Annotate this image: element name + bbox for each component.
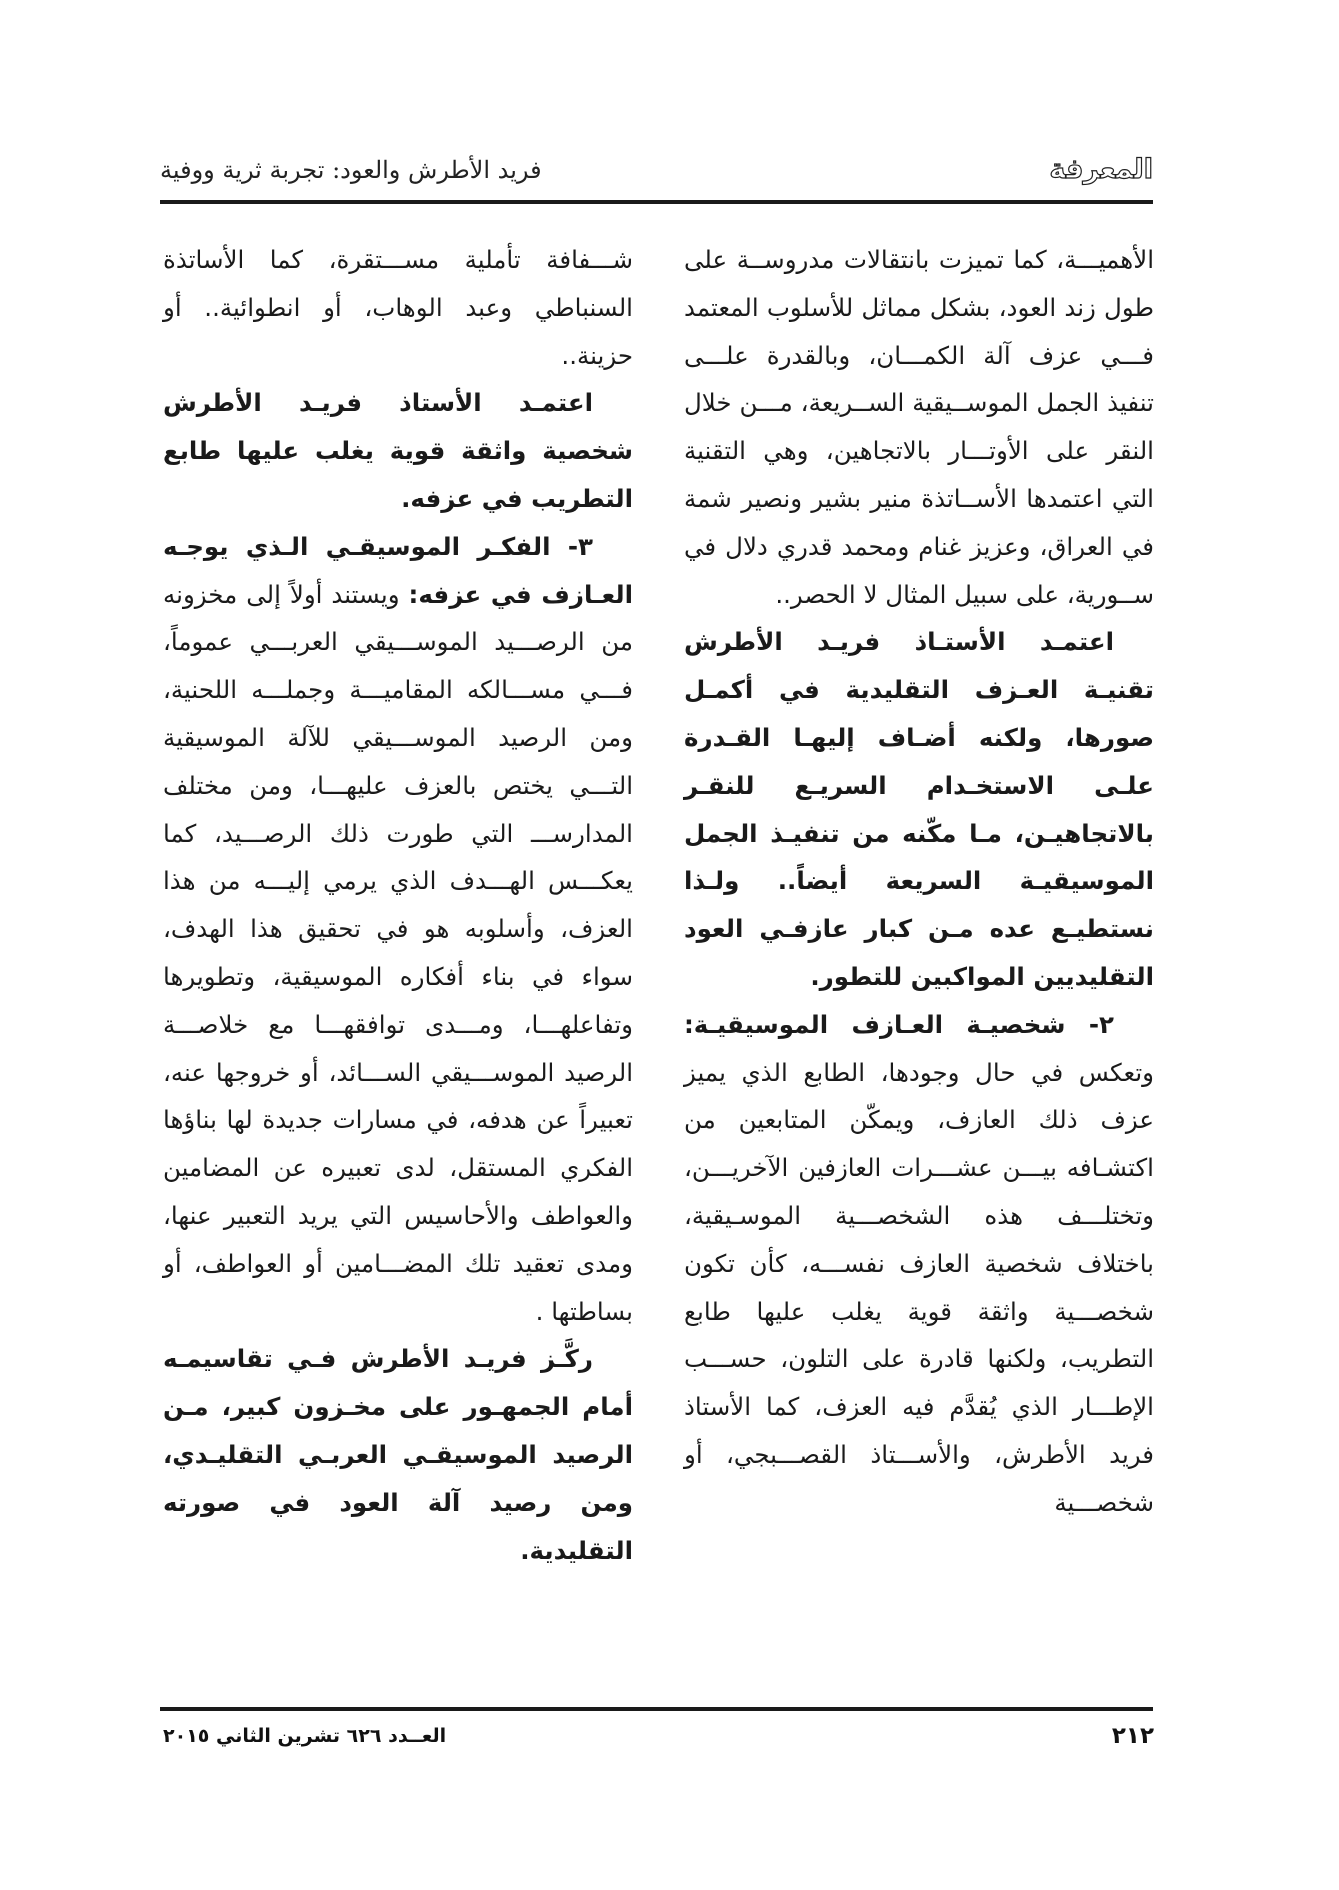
left-paragraph-3 [163,523,633,1336]
page-header [160,150,1153,196]
header-rule [160,200,1153,204]
left-paragraph-2: اعتمـد الأستاذ فريـد الأطرش شخصية واثقة قوية يغلب عليها طابع التطريب في عزفه. [163,388,633,513]
magazine-logo: المعرفة [1049,154,1153,185]
left-paragraph-4: ركَّـز فريـد الأطرش فـي تقاسيمـه أمام الجمهـور على مخـزون كبير، مـن الرصيد الموسيقـي العربـي التقليـدي، ومن رصيد آلة العود في صورته التقليدية. [163,1344,633,1565]
footer-rule [160,1707,1153,1711]
issue-info: العــدد ٦٢٦ تشرين الثاني ٢٠١٥ [163,1725,447,1747]
right-paragraph-1: الأهميـــة، كما تميزت بانتقالات مدروســة على طول زند العود، بشكل مماثل للأسلوب المعتمد فـــي عزف آلة الكمـــان، وبالقدرة علـــى تنفيذ الجمل الموســيقية الســريعة، مـــن خلال النقر على الأوتـــار بالاتجاهين، وهي التقنية التي اعتمدها الأســاتذة منير بشير ونصير شمة في العراق، وعزيز غنام ومحمد قدري دلال في ســورية، على سبيل المثال لا الحصر.. [684,245,1154,609]
right-paragraph-2: اعتمـد الأستـاذ فريـد الأطرش تقنيـة العـزف التقليدية في أكمـل صورها، ولكنه أضـاف إليهـا القـدرة علـى الاستخـدام السريـع للنقـر بالاتجاهيـن، مـا مكّنه من تنفيـذ الجمل الموسيقيـة السريعة أيضاً.. ولـذا نستطيـع عده مـن كبار عازفـي العود التقليديين المواكبين للتطور. [684,627,1154,991]
running-title: فريد الأطرش والعود: تجربة ثرية ووفية [160,156,542,184]
left-paragraph-1: شـــفافة تأملية مســـتقرة، كما الأساتذة السنباطي وعبد الوهاب، أو انطوائية.. أو حزينة.. [163,245,633,370]
section-body-3: ويستند أولاً إلى مخزونه من الرصـــيد الموســـيقي العربـــي عموماً، فـــي مســـالكه المقاميـــة وجملـــه اللحنية، ومن الرصيد الموســـيقي للآلة الموسيقية التـــي يختص بالعزف عليهـــا، ومن مختلف المدارســـ التي طورت ذلك الرصـــيد، كما يعكـــس الهـــدف الذي يرمي إليـــه من هذا العزف، وأسلوبه هو في تحقيق هذا الهدف، سواء في بناء أفكاره الموسيقية، وتطويرها وتفاعلهـــا، ومـــدى توافقهـــا مع خلاصـــة الرصيد الموســـيقي الســـائد، أو خروجها عنه، تعبيراً عن هدفه، في مسارات جديدة لها بناؤها الفكري المستقل، لدى تعبيره عن المضامين والعواطف والأحاسيس التي يريد التعبير عنها، ومدى تعقيد تلك المضـــامين أو العواطف، أو بساطتها . [163,579,633,1326]
page-number: ٢١٢ [1111,1723,1154,1749]
left-column [163,236,633,1574]
section-body-2: وتعكس في حال وجودها، الطابع الذي يميز عزف ذلك العازف، ويمكّن المتابعين من اكتشـافه بيـــن عشـــرات العازفين الآخريـــن، وتختلـــف هذه الشخصـــية الموسـيقية، باختلاف شخصية العازف نفســـه، كأن تكون شخصـــية واثقة قوية يغلب عليها طابع التطريب، ولكنها قادرة على التلون، حســـب الإطـــار الذي يُقدَّم فيه العزف، كما الأستاذ فريد الأطرش، والأســـتاذ القصـــبجي، أو شخصـــية [684,1057,1154,1517]
right-column [684,236,1154,1527]
section-heading-2: ٢- شخصيـة العـازف الموسيقيـة: [684,1009,1114,1039]
right-paragraph-3 [684,1001,1154,1527]
section-heading-3: ٣- الفكـر الموسيقـي الـذي يوجـه العـازف في عزفه: [163,531,633,609]
